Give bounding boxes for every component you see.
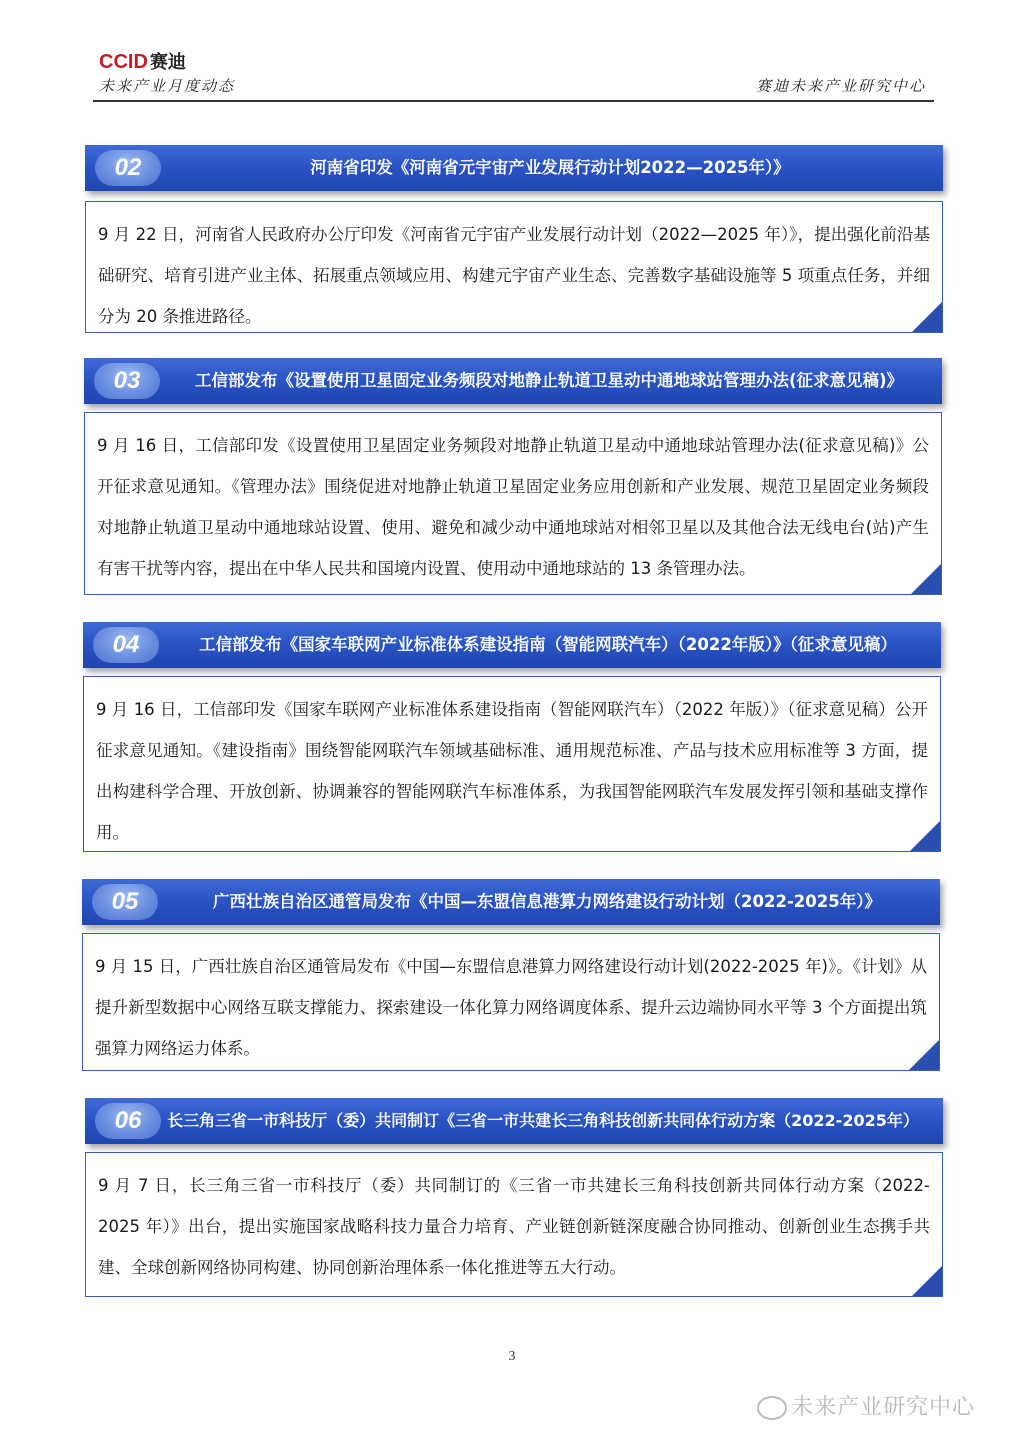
section-number: 02: [95, 150, 161, 186]
section-title: 河南省印发《河南省元宇宙产业发展行动计划2022—2025年）》: [310, 158, 790, 177]
section-number: 04: [93, 627, 159, 663]
section-body: [82, 933, 940, 1071]
section-text: 9 月 16 日，工信部印发《设置使用卫星固定业务频段对地静止轨道卫星动中通地球站管理办法(征求意见稿)》公开征求意见通知。《管理办法》围绕促进对地静止轨道卫星固定业务应用创新和产业发展、规范卫星固定业务频段对地静止轨道卫星动中通地球站设置、使用、避免和减少动中通地球站对相邻卫星以及其他合法无线电台(站)产生有害干扰等内容，提出在中华人民共和国境内设置、使用动中通地球站的 13 条管理办法。: [97, 436, 929, 578]
section-body: [85, 201, 943, 333]
section-title: 工信部发布《设置使用卫星固定业务频段对地静止轨道卫星动中通地球站管理办法(征求意见稿)》: [194, 371, 904, 390]
logo-cn: 赛迪: [149, 52, 186, 72]
section-banner: [83, 622, 941, 668]
watermark-text: 未来产业研究中心: [791, 1395, 976, 1420]
corner-triangle: [912, 1266, 942, 1296]
section-banner: [84, 358, 942, 404]
wechat-icon: [757, 1396, 787, 1420]
section-text: 9 月 16 日，工信部印发《国家车联网产业标准体系建设指南（智能网联汽车）（2022 年版）》（征求意见稿）公开征求意见通知。《建设指南》围绕智能网联汽车领域基础标准、通用规范标准、产品与技术应用标准等 3 方面，提出构建科学合理、开放创新、协调兼容的智能网联汽车标准体系，为我国智能网联汽车发展发挥引领和基础支撑作用。: [96, 700, 928, 842]
section-text: 9 月 15 日，广西壮族自治区通管局发布《中国—东盟信息港算力网络建设行动计划(2022-2025 年)》。《计划》从提升新型数据中心网络互联支撑能力、探索建设一体化算力网络调度体系、提升云边端协同水平等 3 个方面提出筑强算力网络运力体系。: [95, 957, 927, 1058]
logo-brand: CCID: [99, 51, 148, 73]
section-body: [85, 1152, 943, 1297]
section-banner: [82, 879, 940, 925]
section-body: [83, 676, 941, 852]
corner-triangle: [912, 302, 942, 332]
corner-triangle: [910, 821, 940, 851]
section-number: 06: [95, 1103, 161, 1139]
section-banner: [85, 145, 943, 191]
section-banner: [85, 1098, 943, 1144]
page-number: 3: [508, 1349, 516, 1364]
corner-triangle: [909, 1040, 939, 1070]
section-text: 9 月 7 日，长三角三省一市科技厅（委）共同制订的《三省一市共建长三角科技创新共同体行动方案（2022-2025 年）》出台，提出实施国家战略科技力量合力培育、产业链创新链深度融合协同推动、创新创业生态携手共建、全球创新网络协同构建、协同创新治理体系一体化推进等五大行动。: [98, 1176, 930, 1277]
page-header: [93, 44, 934, 102]
section-text: 9 月 22 日，河南省人民政府办公厅印发《河南省元宇宙产业发展行动计划（2022—2025 年）》，提出强化前沿基础研究、培育引进产业主体、拓展重点领域应用、构建元宇宙产业生态、完善数字基础设施等 5 项重点任务，并细分为 20 条推进路径。: [98, 225, 930, 326]
section-title: 广西壮族自治区通管局发布《中国—东盟信息港算力网络建设行动计划（2022-2025年）》: [213, 892, 881, 911]
ccid-logo: [99, 48, 186, 74]
section-title: 工信部发布《国家车联网产业标准体系建设指南（智能网联汽车）（2022年版）》（征求意见稿）: [199, 635, 897, 654]
section-body: [84, 412, 942, 595]
header-right-title: 赛迪未来产业研究中心: [755, 77, 926, 95]
header-left-title: 未来产业月度动态: [99, 77, 236, 95]
section-title: 长三角三省一市科技厅（委）共同制订《三省一市共建长三角科技创新共同体行动方案（2022-2025年）: [167, 1111, 919, 1130]
section-number: 03: [94, 363, 160, 399]
wechat-watermark: [757, 1390, 975, 1421]
section-number: 05: [92, 884, 158, 920]
corner-triangle: [911, 564, 941, 594]
